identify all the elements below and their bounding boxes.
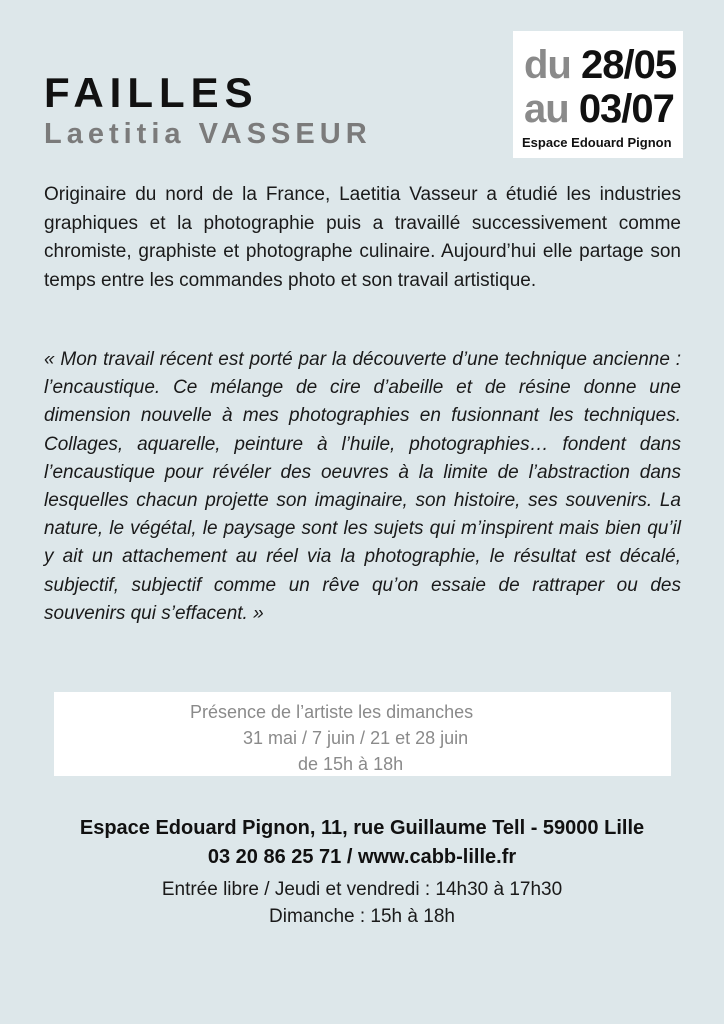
date-box (513, 31, 683, 158)
presence-heading: Présence de l’artiste les dimanches (190, 702, 474, 722)
end-date-prefix: au (524, 87, 569, 131)
artist-bio: Originaire du nord de la France, Laetitia Vasseur a étudié les industries graphiques et la photographie puis a travaillé successivement comme chromiste, graphiste et photographe culinaire. Aujourd’hui elle partage son temps entre les commandes photo et son travail artistique. (44, 184, 681, 291)
end-date: 03/07 (578, 87, 674, 131)
start-date: 28/05 (581, 43, 677, 87)
end-date-line (524, 89, 674, 129)
start-date-prefix: du (524, 43, 571, 87)
artist-name: Laetitia VASSEUR (44, 118, 372, 150)
venue-address: Espace Edouard Pignon, 11, rue Guillaume Tell - 59000 Lille (79, 817, 645, 839)
opening-hours: Entrée libre / Jeudi et vendredi : 14h30 à 17h30 (161, 879, 563, 900)
artist-presence-box (54, 692, 671, 776)
sunday-hours: Dimanche : 15h à 18h (269, 906, 455, 927)
artist-quote: « Mon travail récent est porté par la découverte d’une technique ancienne : l’encaustique. Ce mélange de cire d’abeille et de résine donne une dimension nouvelle à mes photographies en fusionnant les techniques. Collages, aquarelle, peinture à l’huile, photographies… fondent dans l’encaustique pour révéler des oeuvres à la limite de l’abstraction dans lesquelles chacun projette son imaginaire, son histoire, ses souvenirs. La nature, le végétal, le paysage sont les sujets qui m’inspirent mais bien qu’il y ait un attachement au réel via la photographie, le résultat est décalé, subjectif, subjectif comme un rêve qu’on essaie de rattraper ou des souvenirs qui s’effacent. » (44, 349, 681, 624)
presence-hours: de 15h à 18h (298, 754, 404, 774)
start-date-line (524, 45, 676, 85)
venue-label: Espace Edouard Pignon (522, 135, 672, 150)
exhibition-title: FAILLES (44, 69, 259, 116)
venue-contact: 03 20 86 25 71 / www.cabb-lille.fr (207, 846, 517, 868)
presence-dates: 31 mai / 7 juin / 21 et 28 juin (243, 728, 469, 748)
